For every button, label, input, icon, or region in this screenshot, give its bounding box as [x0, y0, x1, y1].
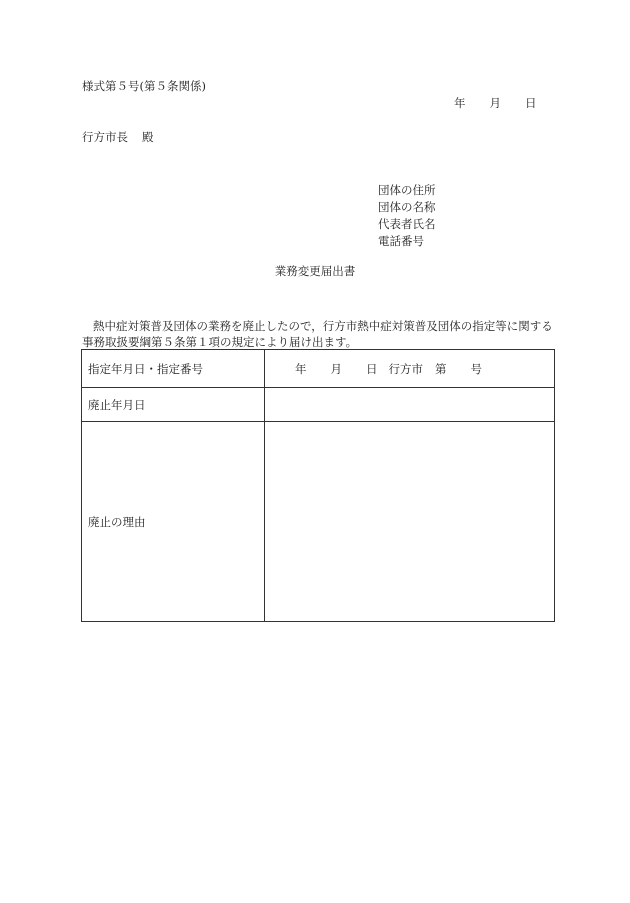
form-number: 様式第５号(第５条関係): [82, 79, 206, 93]
designation-city-label: 行方市: [388, 361, 423, 376]
designation-number-label: 号: [470, 361, 482, 376]
addressee: [82, 132, 154, 144]
date-day-label: 日: [525, 96, 537, 110]
designation-year-label: 年: [295, 361, 307, 376]
abolition-date-field[interactable]: [265, 388, 555, 422]
form-table: [81, 349, 555, 622]
applicant-representative-label: 代表者氏名: [378, 217, 436, 231]
abolition-date-label: 廃止年月日: [82, 388, 265, 422]
designation-month-label: 月: [330, 361, 342, 376]
document-body: 熱中症対策普及団体の業務を廃止したので，行方市熱中症対策普及団体の指定等に関する事務取扱要綱第５条第１項の規定により届け出ます。: [82, 319, 553, 349]
addressee-honorific: 殿: [142, 130, 154, 144]
table-row: [82, 350, 555, 388]
designation-value-field[interactable]: [265, 350, 555, 388]
date-line: [454, 98, 537, 110]
table-row: [82, 388, 555, 422]
applicant-address-label: 団体の住所: [378, 183, 436, 197]
applicant-name-label: 団体の名称: [378, 200, 436, 214]
date-month-label: 月: [489, 96, 501, 110]
date-year-label: 年: [454, 96, 466, 110]
applicant-phone-label: 電話番号: [378, 234, 424, 248]
document-title: 業務変更届出書: [274, 264, 356, 278]
abolition-reason-label: 廃止の理由: [82, 422, 265, 622]
table-row: [82, 422, 555, 622]
designation-label: 指定年月日・指定番号: [82, 350, 265, 388]
addressee-name: 行方市長: [82, 130, 128, 144]
designation-dai-label: 第: [435, 361, 447, 376]
abolition-reason-field[interactable]: [265, 422, 555, 622]
applicant-block: [378, 182, 436, 250]
designation-day-label: 日: [366, 361, 378, 376]
